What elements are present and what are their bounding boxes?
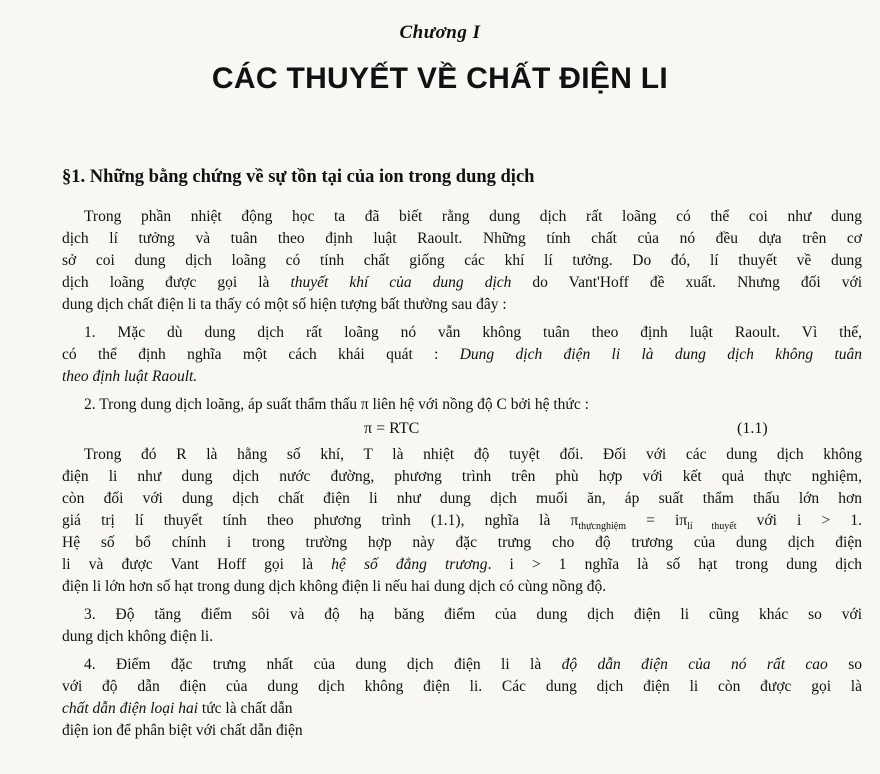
text-line: 3. Độ tăng điểm sôi và độ hạ băng điểm của dung dịch điện li cũng khác so với: [84, 606, 862, 623]
text-span: giá trị lí thuyết tính theo phương trình (1.1), nghĩa là π: [62, 512, 579, 529]
text-line: [62, 554, 862, 576]
italic-term: chất dẫn điện loại hai: [62, 700, 199, 717]
text-line: 1. Mặc dù dung dịch rất loãng nó vẫn không tuân theo định luật Raoult. Vì thế,: [84, 324, 862, 341]
text-line: dịch lí tưởng và tuân theo định luật Raoult. Những tính chất của nó đều dựa trên cơ: [62, 230, 862, 247]
text-line: [62, 272, 862, 294]
list-item-2: [62, 394, 862, 598]
text-line: với độ dẫn điện của dung dịch không điện li. Các dung dịch điện li còn được gọi là: [62, 678, 862, 695]
text-span: so: [827, 656, 862, 673]
text-line: [62, 344, 862, 366]
text-line: dung dịch không điện li.: [62, 628, 214, 645]
chapter-title: CÁC THUYẾT VỀ CHẤT ĐIỆN LI: [211, 62, 669, 95]
text-line: 2. Trong dung dịch loãng, áp suất thẩm thấu π liên hệ với nồng độ C bởi hệ thức :: [84, 396, 589, 413]
text-span: dịch loãng được gọi là: [62, 274, 291, 291]
body-text: [62, 206, 862, 742]
text-line: còn đối với dung dịch chất điện li như dung dịch muối ăn, áp suất thẩm thấu lớn hơn: [62, 490, 862, 507]
text-span: li và được Vant Hoff gọi là: [62, 556, 332, 573]
text-line: điện ion để phân biệt với chất dẫn điện: [62, 722, 303, 739]
subscript: lí thuyết: [687, 521, 737, 533]
subscript: thựcnghiệm: [578, 521, 626, 533]
text-span: do Vant'Hoff đề xuất. Nhưng đối với: [511, 274, 863, 291]
list-item-4: [62, 654, 862, 742]
equation-number: (1.1): [737, 420, 768, 437]
text-span: có thể định nghĩa một cách khái quát :: [62, 346, 460, 363]
text-line: điện li lớn hơn số hạt trong dung dịch không điện li nếu hai dung dịch có cùng nồng độ.: [62, 578, 607, 595]
equation-row: [62, 418, 862, 444]
text-line: [62, 654, 862, 676]
italic-term: hệ số đẳng trương: [331, 556, 488, 573]
equation: π = RTC: [364, 420, 420, 437]
text-span: . i > 1 nghĩa là số hạt trong dung dịch: [487, 556, 862, 573]
italic-term: thuyết khí của dung dịch: [290, 274, 512, 291]
italic-definition: theo định luật Raoult.: [62, 368, 198, 385]
italic-definition: Dung dịch điện li là dung dịch không tuân: [459, 346, 862, 363]
text-line: [62, 510, 862, 532]
chapter-label: Chương I: [399, 22, 481, 43]
text-line: [62, 698, 442, 720]
italic-term: độ dẫn điện của nó rất cao: [561, 656, 828, 673]
intro-paragraph: [62, 206, 862, 316]
text-line: sở coi dung dịch loãng có tính chất giống các khí lí tưởng. Do đó, lí thuyết về dung: [62, 252, 862, 269]
text-line: dung dịch chất điện li ta thấy có một số hiện tượng bất thường sau đây :: [62, 296, 507, 313]
text-line: Trong đó R là hằng số khí, T là nhiệt độ tuyệt đối. Đối với các dung dịch không: [84, 446, 862, 463]
text-line: [62, 366, 862, 388]
text-line: điện li như dung dịch nước đường, phương trình trên phù hợp với kết quả thực nghiệm,: [62, 468, 862, 485]
list-item-3: [62, 604, 862, 648]
list-item-1: [62, 322, 862, 388]
text-span: với i > 1.: [736, 512, 862, 529]
text-line: Hệ số bổ chính i trong trường hợp này đặc trưng cho độ trương của dung dịch điện: [62, 534, 862, 551]
text-span: tức là chất dẫn: [198, 700, 293, 717]
text-line: Trong phần nhiệt động học ta đã biết rằng dung dịch rất loãng có thể coi như dung: [84, 208, 862, 225]
text-span: = iπ: [625, 512, 688, 529]
text-span: 4. Điểm đặc trưng nhất của dung dịch điện li là: [84, 656, 562, 673]
section-heading: §1. Những bằng chứng về sự tồn tại của ion trong dung dịch: [62, 167, 535, 187]
